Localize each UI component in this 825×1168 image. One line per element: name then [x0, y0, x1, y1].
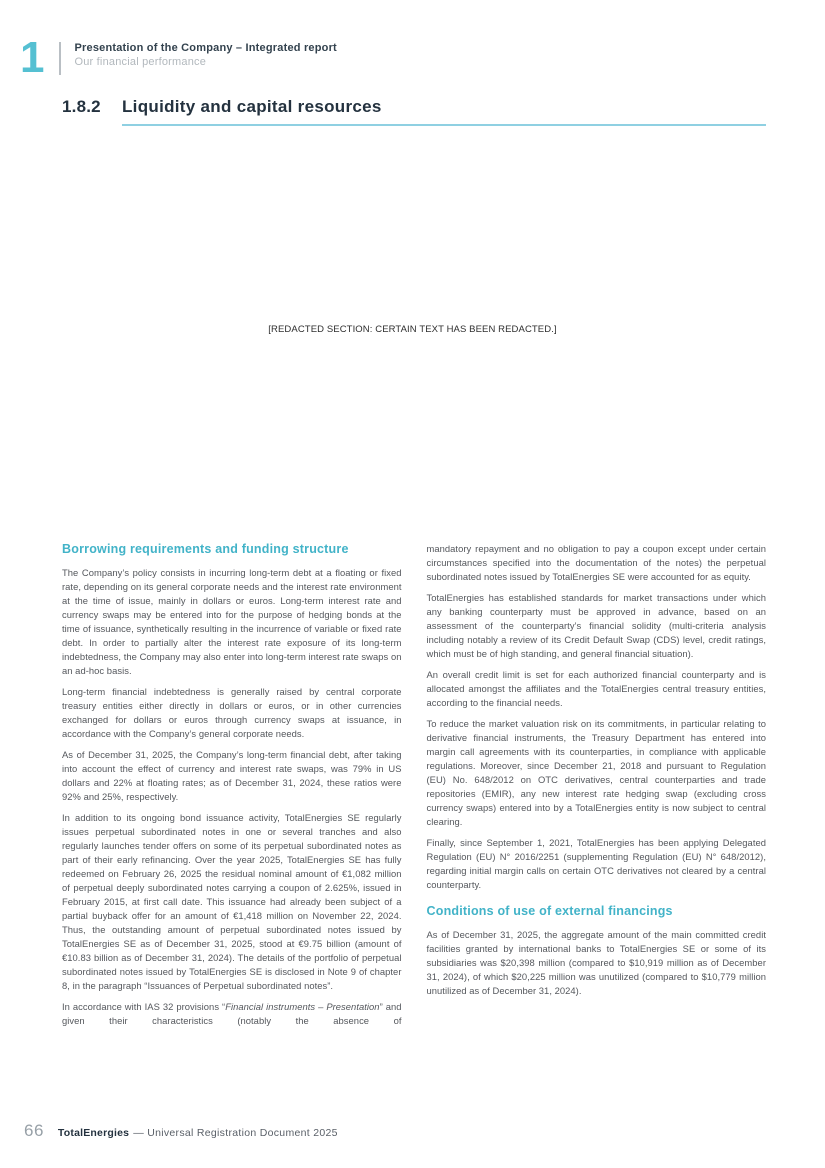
section-title-row — [62, 97, 766, 126]
chapter-subtitle: Our financial performance — [74, 56, 207, 68]
two-column-body — [62, 542, 766, 1035]
paragraph: In addition to its ongoing bond issuance activity, TotalEnergies SE regularly issues perpetual subordinated notes in one or several tranches and also regularly launches tender offers on some of its perpetual subordinated notes as part of their early refinancing. Over the year 2025, TotalEnergies SE has fully redeemed on February 26, 2025 the residual nominal amount of €1,082 million of perpetual deeply subordinated notes carrying a coupon of 2.625%, issued in February 2015, at first call date. This issuance had already been subject of a partial buyback offer for an amount of €1,418 million on November 22, 2024. Thus, the outstanding amount of perpetual subordinated notes issued by TotalEnergies SE as of December 31, 2025, stood at €9.75 billion (amount of €10.83 billion as of December 31, 2024). The details of the portfolio of perpetual subordinated notes issued by TotalEnergies SE is disclosed in Note 9 of chapter 8, in the paragraph “Issuances of Perpetual subordinated notes”. — [62, 812, 402, 991]
paragraph: Long-term financial indebtedness is generally raised by central corporate treasury entities either directly in dollars or euros, or in other currencies exchanged for dollars or euros through currency swaps at issuance, in accordance with the Company’s general corporate needs. — [62, 686, 402, 739]
paragraph: TotalEnergies has established standards for market transactions under which any banking counterparty must be approved in advance, based on an assessment of the counterparty’s financial solidity (multi-criteria analysis including notably a review of its Credit Default Swap (CDS) level, credit ratings, which must be of high standing, and general financial situation). — [426, 592, 766, 659]
footer-brand: TotalEnergies — [57, 1127, 130, 1139]
page-footer — [24, 1121, 338, 1141]
paragraph: As of December 31, 2025, the Company’s long-term financial debt, after taking into account the effect of currency and interest rate swaps, was 79% in US dollars and 22% at floating rates; as of December 31, 2024, these ratios were 92% and 25%, respectively. — [62, 749, 402, 802]
paragraph: To reduce the market valuation risk on its commitments, in particular relating to derivative financial instruments, the Treasury Department has entered into margin call agreements with its counterparties, in compliance with applicable regulations. Moreover, since December 21, 2018 and pursuant to Regulation (EU) No. 648/2012 on OTC derivatives, central counterparties and trade repositories (EMIR), any new interest rate hedging swap (excluding cross currency swaps) entered into by a TotalEnergies entity is now subject to central clearing. — [426, 718, 766, 827]
paragraph-italic-citation: Financial instruments – Presentation — [225, 1001, 380, 1012]
paragraph: The Company’s policy consists in incurring long-term debt at a floating or fixed rate, depending on its general corporate needs and the interest rate environment at the time of issue, mainly in dollars or euros. Long-term interest rate and currency swaps may be entered into for the purpose of hedging bonds at the time of issuance, synthetically resulting in the incurrence of variable or fixed rate debt. In order to partially alter the interest rate exposure of its long-term indebtedness, the Company may also enter into long-term interest rate swaps on an ad-hoc basis. — [62, 567, 402, 676]
chapter-number: 1 — [20, 33, 44, 82]
footer-document-title: — Universal Registration Document 2025 — [133, 1127, 338, 1139]
chapter-title: Presentation of the Company – Integrated report — [74, 42, 337, 54]
right-column — [427, 542, 767, 1035]
page-number: 66 — [24, 1121, 44, 1140]
paragraph-text: ” and given their characteristics (notably the absence of — [62, 1001, 402, 1026]
paragraph-text: In accordance with IAS 32 provisions “ — [62, 1001, 226, 1012]
section-number: 1.8.2 — [62, 97, 101, 116]
left-column-heading: Borrowing requirements and funding structure — [62, 542, 349, 556]
chapter-header-text — [74, 36, 336, 69]
left-column — [62, 542, 402, 1035]
paragraph: Finally, since September 1, 2021, TotalEnergies has been applying Delegated Regulation (EU) N° 2016/2251 (supplementing Regulation (EU) N° 648/2012), regarding initial margin calls on certain OTC derivatives not cleared by a central counterparty. — [426, 837, 766, 890]
paragraph: mandatory repayment and no obligation to pay a coupon except under certain circumstances specified into the documentation of the notes) the perpetual subordinated notes issued by TotalEnergies SE were accounted for as equity. — [426, 543, 766, 582]
paragraph: An overall credit limit is set for each authorized financial counterparty and is allocated amongst the affiliates and the TotalEnergies central treasury entities, according to the financial needs. — [426, 669, 766, 708]
paragraph — [62, 1000, 402, 1028]
section-title-underline — [122, 97, 766, 126]
header-divider — [59, 42, 61, 75]
right-column-heading: Conditions of use of external financings — [426, 904, 673, 918]
paragraph: As of December 31, 2025, the aggregate amount of the main committed credit facilities granted by international banks to TotalEnergies SE or some of its subsidiaries was $20,398 million (compared to $10,919 million as of December 31, 2024), of which $20,225 million was unutilized (compared to $10,779 million unutilized as of December 31, 2024). — [426, 929, 766, 996]
redacted-notice: [REDACTED SECTION: CERTAIN TEXT HAS BEEN REDACTED.] — [268, 324, 557, 335]
chapter-header — [20, 33, 337, 82]
section-title: Liquidity and capital resources — [122, 97, 382, 116]
